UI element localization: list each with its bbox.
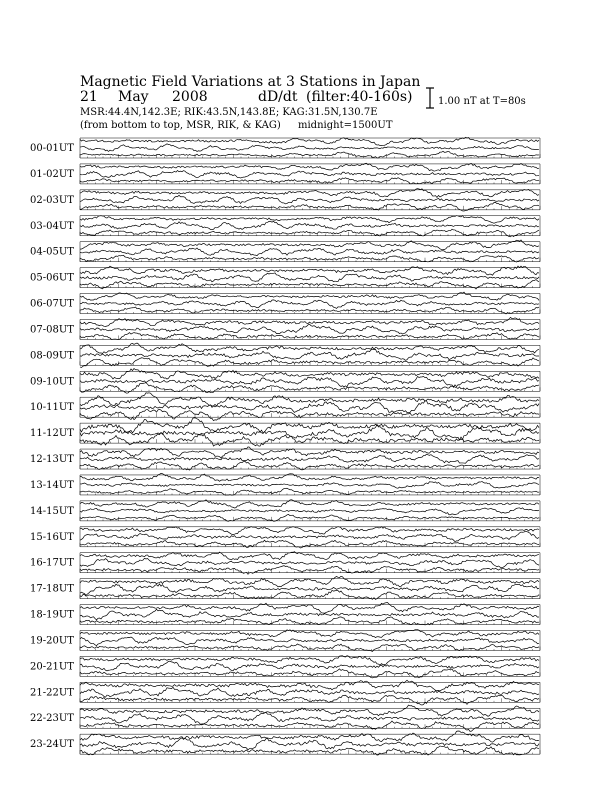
trace-kag bbox=[80, 527, 539, 535]
trace-row bbox=[30, 240, 540, 262]
trace-kag bbox=[80, 603, 539, 614]
row-label: 08-09UT bbox=[30, 350, 74, 362]
trace-rik bbox=[80, 687, 539, 697]
trace-rik bbox=[80, 712, 539, 725]
trace-rik bbox=[80, 584, 539, 595]
trace-rik bbox=[80, 508, 539, 515]
trace-row bbox=[30, 393, 540, 421]
trace-row bbox=[30, 473, 540, 495]
row-label: 00-01UT bbox=[30, 143, 74, 154]
scale-bar bbox=[426, 88, 434, 108]
row-label: 20-21UT bbox=[30, 661, 74, 673]
trace-row bbox=[30, 189, 540, 211]
trace-row bbox=[30, 418, 540, 446]
trace-row bbox=[30, 137, 540, 158]
row-label: 18-19UT bbox=[30, 609, 74, 621]
trace-rik bbox=[80, 454, 539, 463]
trace-rik bbox=[80, 144, 539, 152]
chart-title: Magnetic Field Variations at 3 Stations in Japan bbox=[80, 74, 421, 90]
row-label: 15-16UT bbox=[30, 531, 74, 543]
date-day: 21 bbox=[80, 89, 98, 105]
trace-rik bbox=[80, 661, 539, 671]
date-year: 2008 bbox=[172, 89, 208, 105]
trace-row bbox=[30, 680, 540, 705]
row-label: 09-10UT bbox=[30, 376, 74, 388]
trace-kag bbox=[80, 137, 539, 145]
row-label: 22-23UT bbox=[30, 713, 74, 725]
trace-rik bbox=[80, 531, 539, 541]
quantity-label: dD/dt bbox=[258, 89, 298, 105]
row-label: 05-06UT bbox=[30, 272, 74, 284]
row-label: 19-20UT bbox=[30, 635, 74, 647]
row-label: 03-04UT bbox=[30, 220, 74, 232]
trace-msr bbox=[80, 721, 539, 731]
trace-row bbox=[30, 656, 540, 678]
trace-rik bbox=[80, 481, 539, 488]
trace-kag bbox=[80, 447, 539, 458]
trace-kag bbox=[80, 473, 539, 481]
trace-msr bbox=[80, 695, 539, 705]
midnight-note: midnight=1500UT bbox=[298, 120, 393, 131]
order-note: (from bottom to top, MSR, RIK, & KAG) bbox=[80, 120, 281, 131]
trace-row bbox=[30, 576, 540, 599]
trace-rik bbox=[80, 425, 539, 440]
trace-rik bbox=[80, 273, 539, 282]
trace-kag bbox=[80, 216, 539, 224]
row-label: 21-22UT bbox=[30, 687, 74, 699]
trace-rik bbox=[80, 609, 539, 620]
trace-row bbox=[30, 603, 540, 625]
row-label: 17-18UT bbox=[30, 583, 74, 595]
row-label: 01-02UT bbox=[30, 168, 74, 180]
row-label: 23-24UT bbox=[30, 739, 74, 751]
trace-row bbox=[30, 527, 540, 548]
chart-header bbox=[80, 74, 526, 131]
trace-kag bbox=[80, 163, 539, 171]
trace-row bbox=[30, 343, 540, 367]
trace-rik bbox=[80, 171, 539, 179]
filter-label: (filter:40-160s) bbox=[306, 89, 413, 105]
trace-row bbox=[30, 266, 540, 289]
row-label: 04-05UT bbox=[30, 246, 74, 258]
trace-rik bbox=[80, 324, 539, 334]
trace-rik bbox=[80, 558, 539, 568]
trace-kag bbox=[80, 705, 539, 716]
trace-row bbox=[30, 292, 540, 314]
trace-row bbox=[30, 552, 540, 575]
trace-row bbox=[30, 369, 540, 394]
trace-row bbox=[30, 731, 540, 755]
row-label: 06-07UT bbox=[30, 298, 74, 310]
row-label: 13-14UT bbox=[30, 479, 74, 491]
trace-kag bbox=[80, 630, 539, 638]
trace-row bbox=[30, 317, 540, 339]
row-label: 02-03UT bbox=[30, 194, 74, 206]
trace-rik bbox=[80, 637, 539, 646]
trace-row bbox=[30, 216, 540, 237]
row-label: 11-12UT bbox=[30, 428, 74, 440]
trace-rik bbox=[80, 300, 539, 309]
trace-row bbox=[30, 500, 540, 522]
row-label: 14-15UT bbox=[30, 505, 74, 517]
trace-kag bbox=[80, 317, 539, 326]
trace-rik bbox=[80, 248, 539, 256]
row-label: 07-08UT bbox=[30, 324, 74, 336]
scale-label: 1.00 nT at T=80s bbox=[438, 96, 526, 107]
trace-row bbox=[30, 447, 540, 470]
trace-kag bbox=[80, 680, 539, 691]
trace-msr bbox=[80, 358, 539, 368]
row-label: 12-13UT bbox=[30, 454, 74, 466]
trace-rik bbox=[80, 738, 539, 750]
row-label: 10-11UT bbox=[30, 402, 74, 414]
trace-rik bbox=[80, 221, 539, 229]
trace-msr bbox=[80, 409, 539, 420]
stations-label: MSR:44.4N,142.3E; RIK:43.5N,143.8E; KAG:31.5N,130.7E bbox=[80, 107, 378, 118]
trace-kag bbox=[80, 576, 539, 587]
trace-kag bbox=[80, 343, 539, 353]
row-label: 16-17UT bbox=[30, 557, 74, 569]
trace-msr bbox=[80, 383, 539, 394]
trace-rows bbox=[30, 137, 540, 755]
trace-kag bbox=[80, 656, 539, 665]
trace-kag bbox=[80, 418, 539, 434]
trace-rik bbox=[80, 195, 539, 204]
trace-row bbox=[30, 163, 540, 184]
trace-row bbox=[30, 630, 540, 652]
date-month: May bbox=[118, 89, 149, 105]
trace-row bbox=[30, 705, 540, 731]
